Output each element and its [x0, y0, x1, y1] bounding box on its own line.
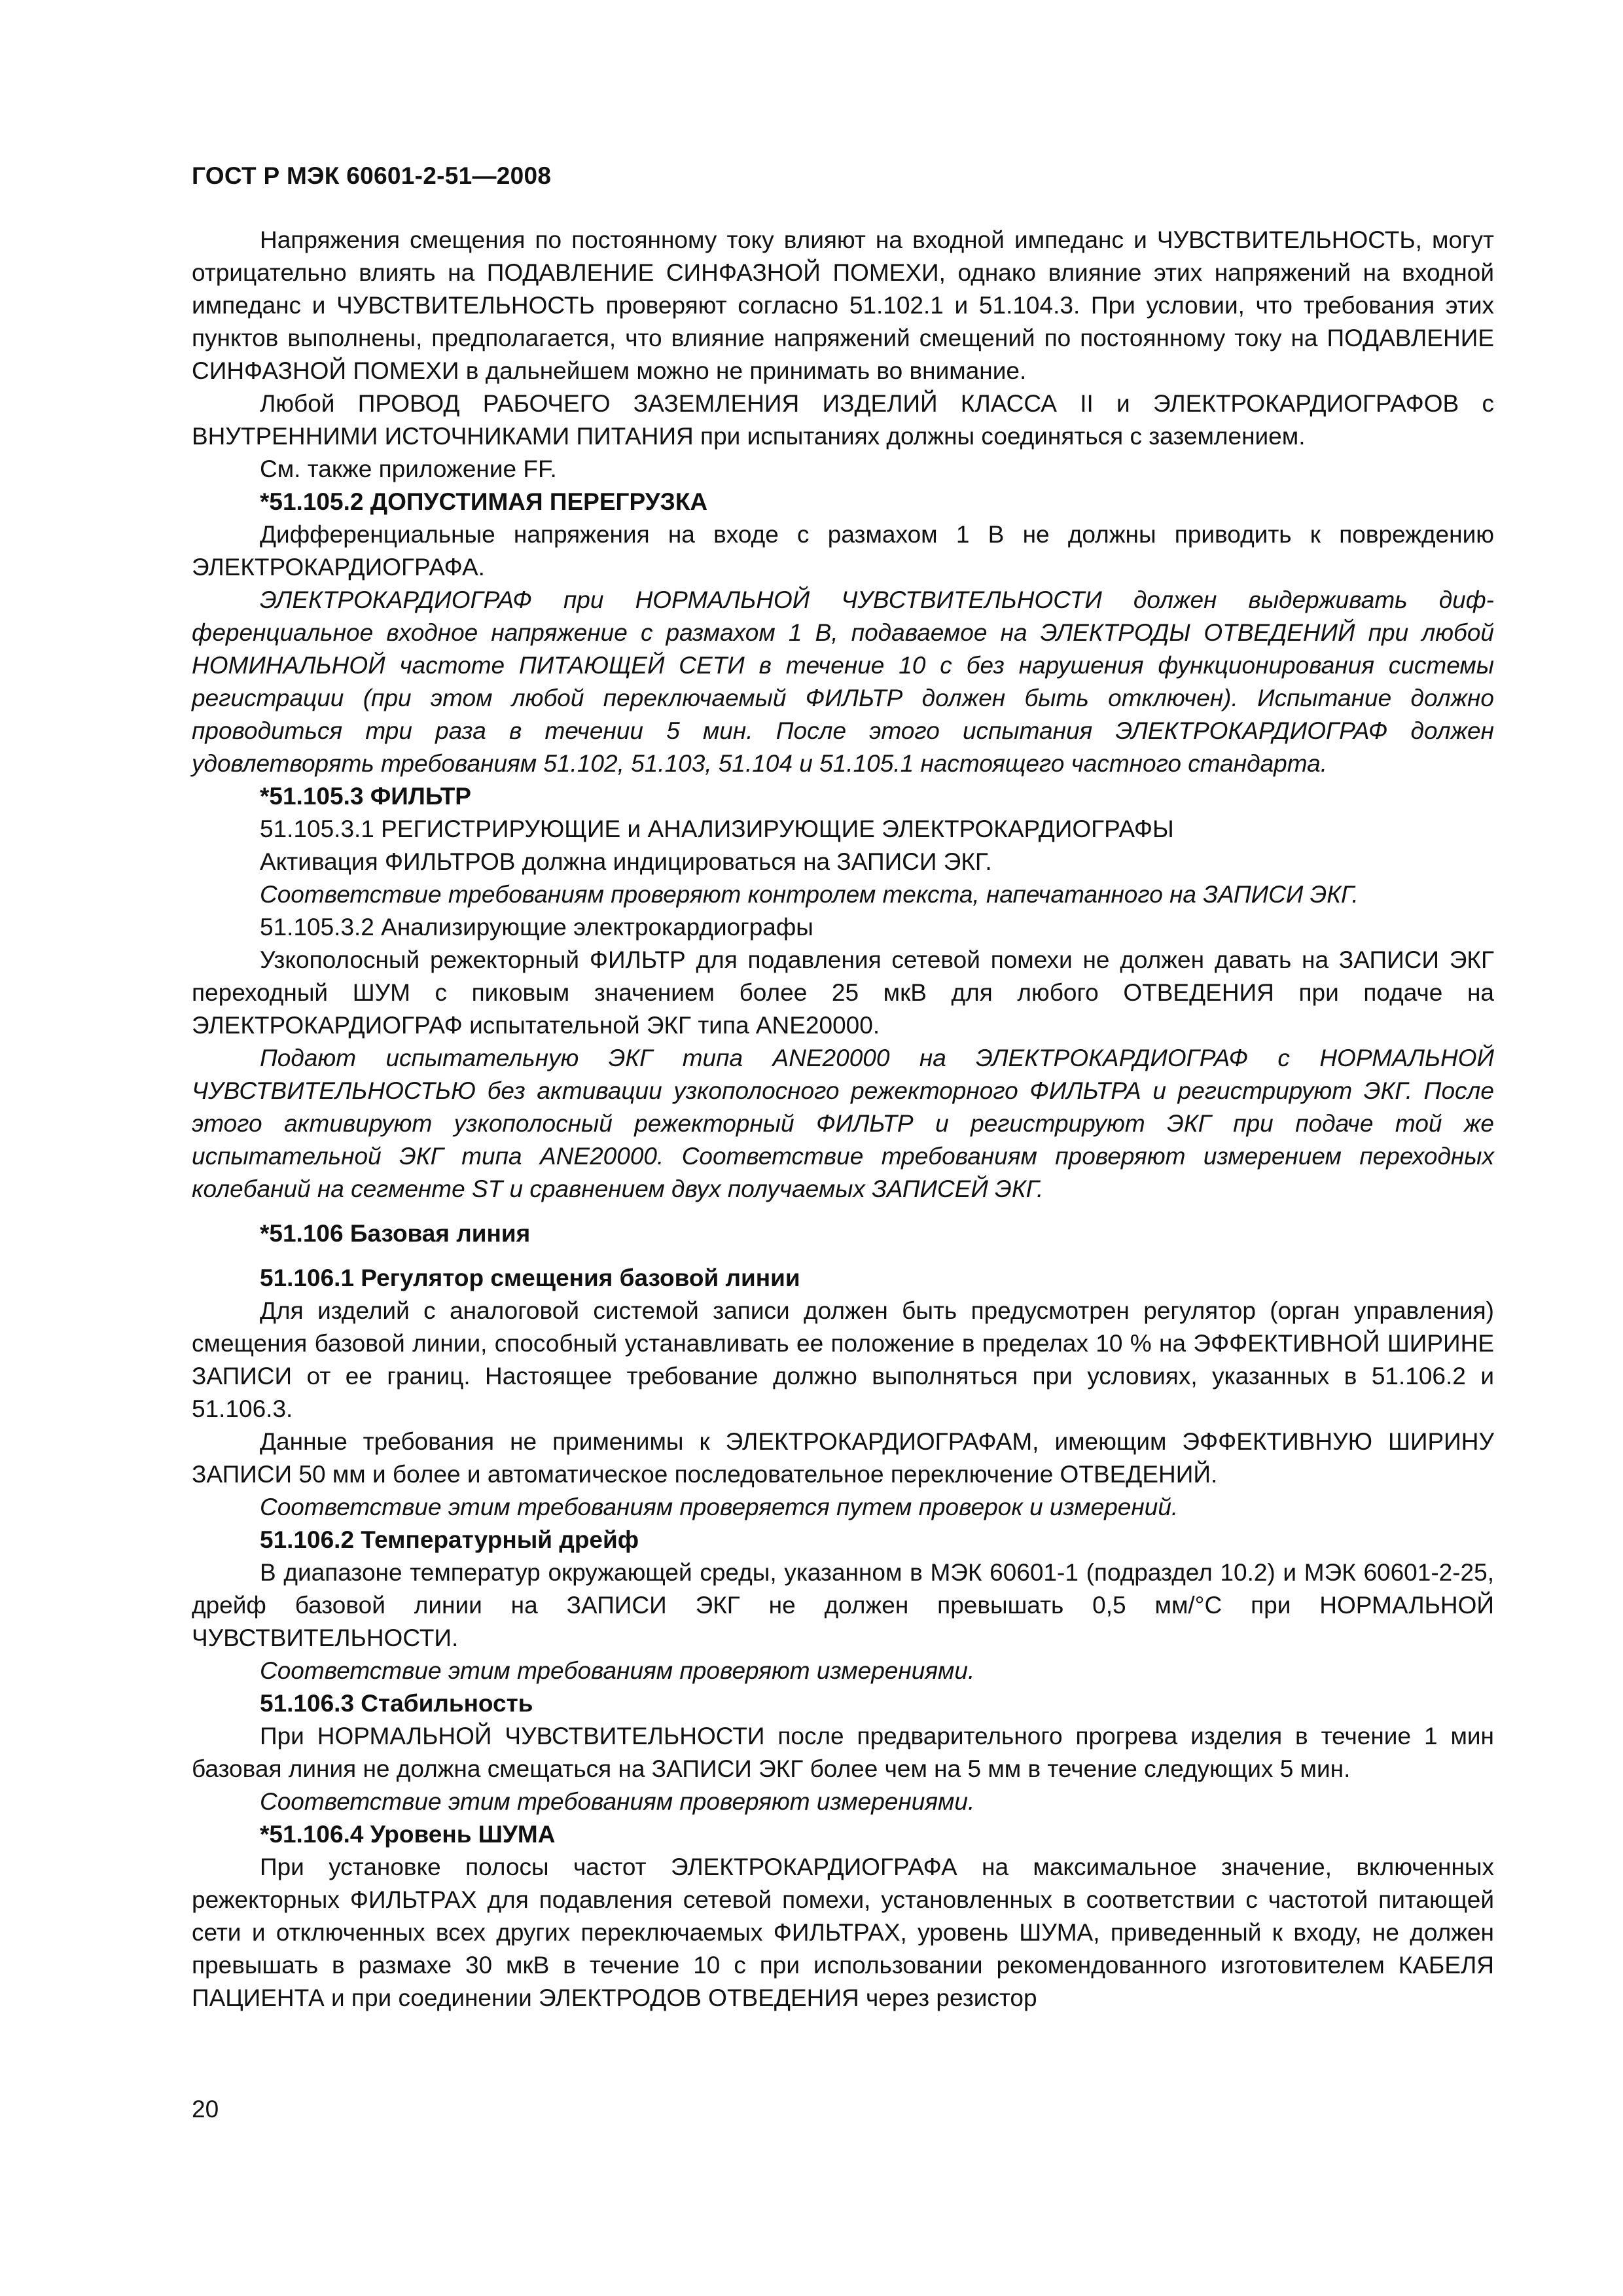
paragraph: При НОРМАЛЬНОЙ ЧУВСТВИТЕЛЬНОСТИ после предварительного прогрева изделия в течение 1 мин базовая линия не должна смещаться на ЗАПИСИ ЭКГ более чем на 5 мм в течение следующих 5 мин.	[192, 1723, 1494, 1782]
section-heading: *51.106.4 Уровень ШУМА	[260, 1821, 556, 1848]
paragraph: Любой ПРОВОД РАБОЧЕГО ЗАЗЕМЛЕНИЯ ИЗДЕЛИЙ КЛАССА II и ЭЛЕКТРОКАРДИОГРАФОВ с ВНУТРЕННИМИ ИСТОЧНИКАМИ ПИТАНИЯ при испытаниях должны соединяться с заземлением.	[192, 390, 1494, 450]
paragraph: 51.105.3.2 Анализирующие электрокардиографы	[260, 914, 813, 941]
compliance-note: Соответствие этим требованиям проверяется путем проверок и измерений.	[260, 1494, 1179, 1520]
compliance-note: Подают испытательную ЭКГ типа ANE20000 на ЭЛЕКТРОКАРДИОГРАФ с НОРМАЛЬНОЙ ЧУВСТВИТЕЛЬНОСТЬЮ без активации узкополосного режекторного ФИЛЬТРА и регистрируют ЭКГ. После этого активируют узкополосный режекторный ФИЛЬТР и регистрируют ЭКГ при подаче той же испытательной ЭКГ типа ANE20000. Соответствие требованиям проверяют измерением переходных колебаний на сегменте ST и сравнением двух получаемых ЗАПИСЕЙ ЭКГ.	[192, 1045, 1494, 1202]
section-heading: *51.105.3 ФИЛЬТР	[260, 783, 471, 810]
section-heading: 51.106.2 Температурный дрейф	[260, 1526, 639, 1553]
paragraph: Дифференциальные напряжения на входе с размахом 1 В не должны приводить к повреждению ЭЛЕКТРОКАРДИОГРАФА.	[192, 521, 1494, 581]
section-heading: *51.105.2 ДОПУСТИМАЯ ПЕРЕГРУЗКА	[260, 488, 708, 515]
standard-code-header: ГОСТ Р МЭК 60601-2-51—2008	[192, 162, 552, 189]
body-text	[192, 224, 1494, 2015]
section-heading: *51.106 Базовая линия	[260, 1220, 531, 1247]
compliance-note: Соответствие требованиям проверяют контролем текста, напечатанного на ЗАПИСИ ЭКГ.	[260, 881, 1359, 908]
section-heading: 51.106.1 Регулятор смещения базовой линии	[260, 1265, 800, 1291]
paragraph: См. также приложение FF.	[260, 456, 557, 482]
section-heading: 51.106.3 Стабильность	[260, 1690, 533, 1717]
compliance-note: ЭЛЕКТРОКАРДИОГРАФ при НОРМАЛЬНОЙ ЧУВСТВИТЕЛЬНОСТИ должен выдерживать дифференциальное входное напряжение с размахом 1 В, подаваемое на ЭЛЕКТРОДЫ ОТВЕДЕНИЙ при любой НОМИНАЛЬНОЙ частоте ПИТАЮЩЕЙ СЕТИ в течение 10 с без нарушения функционирования системы регистрации (при этом любой переключаемый ФИЛЬТР должен быть отключен). Испытание должно проводиться три раза в течении 5 мин. После этого испытания ЭЛЕКТРОКАРДИОГРАФ должен удовлетворять требованиям 51.102, 51.103, 51.104 и 51.105.1 настоящего частного стандарта.	[192, 586, 1494, 777]
compliance-note: Соответствие этим требованиям проверяют измерениями.	[260, 1788, 975, 1815]
paragraph: 51.105.3.1 РЕГИСТРИРУЮЩИЕ и АНАЛИЗИРУЮЩИЕ ЭЛЕКТРОКАРДИОГРАФЫ	[260, 816, 1174, 842]
paragraph: В диапазоне температур окружающей среды, указанном в МЭК 60601-1 (подраздел 10.2) и МЭК 60601-2-25, дрейф базовой линии на ЗАПИСИ ЭКГ не должен превышать 0,5 мм/°С при НОРМАЛЬНОЙ ЧУВСТВИТЕЛЬНОСТИ.	[192, 1559, 1494, 1651]
paragraph: Активация ФИЛЬТРОВ должна индицироваться на ЗАПИСИ ЭКГ.	[260, 848, 992, 875]
page-number: 20	[192, 2096, 219, 2123]
paragraph: Узкополосный режекторный ФИЛЬТР для подавления сетевой помехи не должен давать на ЗАПИСИ ЭКГ переходный ШУМ с пиковым значением более 25 мкВ для любого ОТВЕДЕНИЯ при подаче на ЭЛЕКТРОКАРДИОГРАФ испытательной ЭКГ типа ANE20000.	[192, 946, 1494, 1039]
compliance-note: Соответствие этим требованиям проверяют измерениями.	[260, 1657, 975, 1684]
paragraph: Данные требования не применимы к ЭЛЕКТРОКАРДИОГРАФАМ, имеющим ЭФФЕКТИВНУЮ ШИРИНУ ЗАПИСИ 50 мм и более и автоматическое последовательное переключение ОТВЕДЕНИЙ.	[192, 1428, 1494, 1488]
paragraph: При установке полосы частот ЭЛЕКТРОКАРДИОГРАФА на максимальное значение, включенных режекторных ФИЛЬТРАХ для подавления сетевой помехи, установленных в соответствии с частотой питающей сети и отключенных всех других переключаемых ФИЛЬТРАХ, уровень ШУМА, приведенный к входу, не должен превышать в размахе 30 мкВ в течение 10 с при использовании рекомендованного изготовителем КАБЕЛЯ ПАЦИЕНТА и при соединении ЭЛЕКТРОДОВ ОТВЕДЕНИЯ через резистор	[192, 1854, 1494, 2011]
paragraph: Для изделий с аналоговой системой записи должен быть предусмотрен регулятор (орган управления) смещения базовой линии, способный устанавливать ее положение в пределах 10 % на ЭФФЕКТИВНОЙ ШИРИНЕ ЗАПИСИ от ее границ. Настоящее требование должно выполняться при условиях, указанных в 51.106.2 и 51.106.3.	[192, 1297, 1494, 1422]
paragraph: Напряжения смещения по постоянному току влияют на входной импеданс и ЧУВСТВИТЕЛЬНОСТЬ, могут отрицательно влиять на ПОДАВЛЕНИЕ СИНФАЗНОЙ ПОМЕХИ, однако влияние этих напряжений на входной импеданс и ЧУВСТВИТЕЛЬНОСТЬ проверяют согласно 51.102.1 и 51.104.3. При условии, что требования этих пунктов выполнены, предполагается, что влияние напряжений смещений по постоянному току на ПОДАВЛЕНИЕ СИНФАЗНОЙ ПОМЕХИ в дальнейшем можно не принимать во внимание.	[192, 226, 1494, 384]
